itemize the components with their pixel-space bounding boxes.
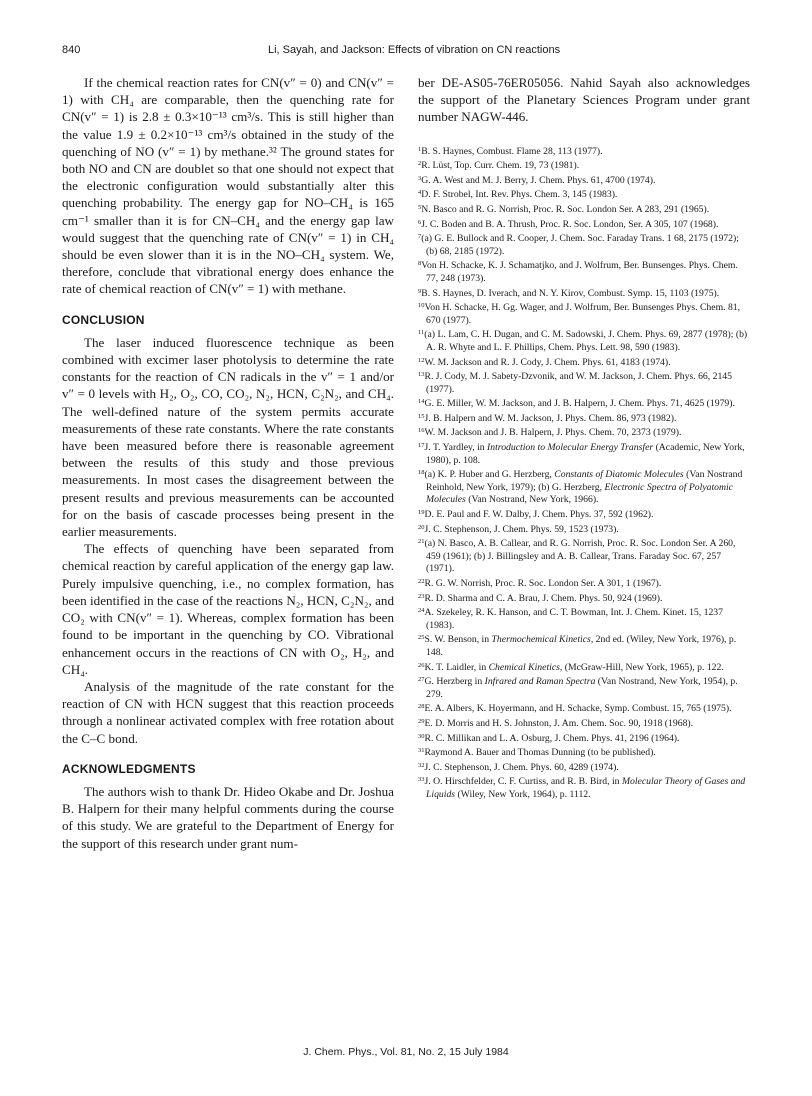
reference-text: G. Herzberg in [424,676,485,688]
reference-item [418,369,750,396]
reference-number: 32 [418,761,425,769]
reference-number: 14 [418,398,425,406]
reference-number: 24 [418,607,425,615]
reference-text: S. W. Benson, in [424,634,492,646]
reference-number: 9 [418,287,422,295]
reference-text: J. C. Boden and B. A. Thrush, Proc. R. Soc. London, Ser. A 305, 107 (1968). [421,218,719,230]
reference-number: 1 [418,145,422,153]
reference-text: B. S. Haynes, D. Iverach, and N. Y. Kirov, Combust. Symp. 15, 1103 (1975). [421,287,720,299]
reference-item [418,536,750,576]
reference-item [418,300,750,327]
reference-item [418,286,750,301]
reference-number: 20 [418,523,425,531]
reference-text: J. T. Yardley, in [424,442,488,454]
reference-text: E. A. Albers, K. Hoyermann, and H. Schacke, Symp. Combust. 15, 765 (1975). [424,703,732,715]
reference-number: 11 [418,329,425,337]
reference-number: 15 [418,412,425,420]
reference-text: Von H. Schacke, K. J. Schamatjko, and J. Wolfrum, Ber. Bunsenges. Phys. Chem. 77, 248 (1973). [421,260,738,284]
reference-number: 6 [418,218,422,226]
reference-text: R. C. Millikan and L. A. Osburg, J. Chem. Phys. 41, 2196 (1964). [424,732,680,744]
reference-text: (Van Nostrand, New York, 1966). [465,494,599,506]
reference-text: (a) K. P. Huber and G. Herzberg, [424,469,555,481]
reference-number: 22 [418,578,425,586]
reference-number: 30 [418,732,425,740]
reference-item [418,202,750,217]
reference-text: (Van Nostrand Reinhold, New York, 1979); (b) G. Herzberg, [426,469,743,493]
reference-item [418,591,750,606]
reference-text: Von H. Schacke, H. Gg. Wager, and J. Wolfrum, Ber. Bunsenges Phys. Chem. 81, 670 (1977). [424,302,741,326]
conclusion-paragraph-3: Analysis of the magnitude of the rate constant for the reaction of CN with HCN suggest that this reaction proceeds through a nonlinear activated complex with free rotation about the C–C bond. [62,678,394,746]
reference-title: Constants of Diatomic Molecules [554,469,684,481]
reference-text: R. D. Sharma and C. A. Brau, J. Chem. Phys. 50, 924 (1969). [424,592,663,604]
reference-number: 8 [418,260,422,268]
reference-item [418,217,750,232]
reference-number: 19 [418,509,425,517]
reference-item [418,158,750,173]
reference-number: 31 [418,747,425,755]
reference-number: 33 [418,776,425,784]
reference-text: R. G. W. Norrish, Proc. R. Soc. London Ser. A 301, 1 (1967). [424,578,662,590]
reference-number: 2 [418,160,422,168]
reference-item [418,327,750,354]
reference-number: 7 [418,233,422,241]
reference-text: (Van Nostrand, New York, 1954), p. 279. [426,676,738,700]
reference-item [418,258,750,285]
conclusion-heading: CONCLUSION [62,312,145,327]
reference-item [418,760,750,775]
reference-title: Electronic Spectra of Polyatomic Molecules [426,481,733,506]
acknowledgments-heading: ACKNOWLEDGMENTS [62,761,196,776]
reference-text: W. M. Jackson and J. B. Halpern, J. Phys. Chem. 70, 2373 (1979). [424,427,682,439]
reference-text: J. O. Hirschfelder, C. F. Curtiss, and R. B. Bird, in [424,776,622,788]
reference-item [418,716,750,731]
reference-text: D. F. Strobel, Int. Rev. Phys. Chem. 3, 145 (1983). [421,189,618,201]
reference-item [418,701,750,716]
reference-list [418,144,750,802]
reference-item [418,745,750,760]
reference-text: A. Szekeley, R. K. Hanson, and C. T. Bowman, Int. J. Chem. Kinet. 15, 1237 (1983). [424,607,723,631]
reference-text: R. Lüst, Top. Curr. Chem. 19, 73 (1981). [421,160,580,172]
reference-item [418,605,750,632]
page-number: 840 [62,44,81,56]
reference-title: Thermochemical Kinetics [491,634,591,646]
journal-footer: J. Chem. Phys., Vol. 81, No. 2, 15 July 1984 [303,1046,509,1058]
conclusion-paragraph-1: The laser induced fluorescence technique as been combined with excimer laser photolysis to determine the rate constants for the reaction of CN radicals in the v″ = 1 and/or v″ = 0 levels with H₂, O₂, CO, CO₂, N₂, HCN, C₂N₂, and CH₄. The well-defined nature of the system permits accurate measurements of these rate constants. Where the rate constants have been measured before there is reasonable agreement between the results of this study and those previous measurements. In most cases the disagreement between the present results and previous measurements can be accounted for on the basis of cascade processes being present in the earlier measurements. [62,334,394,540]
reference-title: Infrared and Raman Spectra [484,676,596,688]
reference-item [418,467,750,507]
reference-item [418,522,750,537]
acknowledgments-paragraph: The authors wish to thank Dr. Hideo Okabe and Dr. Joshua B. Halpern for their many helpful comments during the course of this study. We are grateful to the Department of Energy for the support of this research under grant num- [62,783,394,851]
reference-item [418,440,750,467]
reference-text: E. D. Morris and H. S. Johnston, J. Am. Chem. Soc. 90, 1918 (1968). [424,717,694,729]
reference-number: 17 [418,442,425,450]
reference-number: 25 [418,634,425,642]
reference-title: Chemical Kinetics [488,661,560,673]
reference-text: D. E. Paul and F. W. Dalby, J. Chem. Phys. 37, 592 (1962). [424,509,654,521]
reference-text: W. M. Jackson and R. J. Cody, J. Chem. Phys. 61, 4183 (1974). [424,356,671,368]
reference-number: 4 [418,189,422,197]
running-title: Li, Sayah, and Jackson: Effects of vibration on CN reactions [268,44,561,56]
reference-text: (Academic, New York, 1980), p. 108. [426,442,745,466]
reference-number: 5 [418,203,422,211]
reference-item [418,660,750,675]
reference-item [418,774,750,801]
reference-text: B. S. Haynes, Combust. Flame 28, 113 (1977). [421,145,603,157]
discussion-paragraph: If the chemical reaction rates for CN(v″ = 0) and CN(v″ = 1) with CH₄ are comparable, then the quenching rate for CN(v″ = 1) is 2.8 ± 0.3×10⁻¹³ cm³/s. This is still higher than the value 1.9 ± 0.2×10⁻¹³ cm³/s obtained in the study of the quenching of NO (v″ = 1) by methane.³² The ground states for both NO and CN are doublet so that one should not expect that the electronic configuration would substantially alter this quenching probability. The energy gap for NO–CH₄ is 165 cm⁻¹ smaller than it is for CN–CH₄ and the energy gap law would suggest that the quenching rate of CN(v″ = 1) in CH₄ should be even slower than it is in the NO–CH₄ system. We, therefore, conclude that vibrational energy does enhance the rate of chemical reaction of CN(v″ = 1) with methane. [62,75,394,297]
reference-text: J. C. Stephenson, J. Chem. Phys. 59, 1523 (1973). [424,523,619,535]
reference-item [418,231,750,258]
right-column [418,74,750,802]
reference-number: 18 [418,469,425,477]
reference-item [418,173,750,188]
reference-text: (a) N. Basco, A. B. Callear, and R. G. Norrish, Proc. R. Soc. London Ser. A 260, 459 (1961); (b) J. Billingsley and A. B. Callear, Trans. Faraday Soc. 67, 257 (1971). [424,538,736,575]
reference-text: J. B. Halpern and W. M. Jackson, J. Phys. Chem. 86, 973 (1982). [424,412,677,424]
reference-number: 29 [418,717,425,725]
reference-text: J. C. Stephenson, J. Chem. Phys. 60, 4289 (1974). [424,761,619,773]
reference-item [418,674,750,701]
conclusion-paragraph-2: The effects of quenching have been separated from chemical reaction by careful application of the energy gap law. Purely impulsive quenching, i.e., no complex formation, has been identified in the case of the reactions N₂, HCN, C₂N₂, and CO₂ with CN(v″ = 1). Whereas, complex formation has been found to be important in the quenching by CO. Vibrational enhancement occurs in the reactions of CN with O₂, H₂, and CH₄. [62,541,394,677]
reference-text: (a) G. E. Bullock and R. Cooper, J. Chem. Soc. Faraday Trans. 1 68, 2175 (1972); (b) 68, 2185 (1972). [421,233,739,257]
reference-number: 23 [418,592,425,600]
reference-text: G. A. West and M. J. Berry, J. Chem. Phys. 61, 4700 (1974). [421,174,656,186]
reference-title: Molecular Theory of Gases and Liquids [426,776,746,800]
reference-text: N. Basco and R. G. Norrish, Proc. R. Soc. London Ser. A 283, 291 (1965). [421,203,710,215]
reference-number: 28 [418,703,425,711]
reference-number: 27 [418,676,425,684]
reference-number: 26 [418,661,425,669]
reference-item [418,507,750,522]
reference-item [418,411,750,426]
acknowledgments-continuation: ber DE-AS05-76ER05056. Nahid Sayah also acknowledges the support of the Planetary Sciences Program under grant number NAGW-446. [418,75,750,125]
reference-number: 3 [418,174,422,182]
reference-number: 10 [418,302,425,310]
reference-text: K. T. Laidler, in [424,661,489,673]
reference-item [418,425,750,440]
reference-item [418,396,750,411]
reference-item [418,144,750,159]
reference-number: 13 [418,371,425,379]
left-column [62,74,394,852]
reference-text: (Wiley, New York, 1964), p. 1112. [455,788,591,800]
reference-number: 16 [418,427,425,435]
reference-text: , (McGraw-Hill, New York, 1965), p. 122. [559,661,724,673]
reference-text: Raymond A. Bauer and Thomas Dunning (to be published). [424,747,656,759]
reference-text: , 2nd ed. (Wiley, New York, 1976), p. 148. [426,634,737,658]
reference-item [418,576,750,591]
reference-text: R. J. Cody, M. J. Sabety-Dzvonik, and W. M. Jackson, J. Chem. Phys. 66, 2145 (1977). [424,371,732,395]
reference-number: 12 [418,356,425,364]
reference-text: (a) L. Lam, C. H. Dugan, and C. M. Sadowski, J. Chem. Phys. 69, 2877 (1978); (b) A. R. Whyte and L. F. Phillips, Chem. Phys. Lett. 98, 590 (1983). [424,329,748,353]
reference-item [418,187,750,202]
reference-number: 21 [418,538,425,546]
reference-item [418,355,750,370]
reference-item [418,632,750,659]
reference-item [418,731,750,746]
reference-text: G. E. Miller, W. M. Jackson, and J. B. Halpern, J. Chem. Phys. 71, 4625 (1979). [424,398,735,410]
reference-title: Introduction to Molecular Energy Transfer [487,442,654,454]
